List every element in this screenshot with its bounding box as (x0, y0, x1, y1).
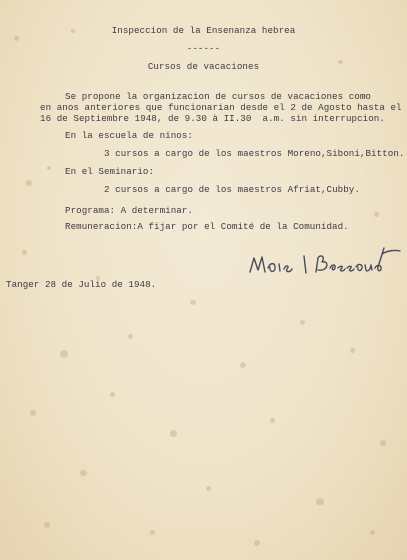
body-para-line-2: en anos anteriores que funcionarian desde el 2 de Agosto hasta el (40, 102, 402, 113)
place-date: Tanger 28 de Julio de 1948. (6, 279, 157, 290)
header-subject: Cursos de vacaciones (147, 61, 260, 72)
body-para-line-1: Se propone la organizacion de cursos de vacaciones como (65, 91, 371, 102)
seminary-detail: 2 cursos a cargo de los maestros Afriat,Cubby. (104, 184, 360, 195)
remuneracion-line: Remuneracion:A fijar por el Comité de la Comunidad. (65, 221, 349, 232)
school-detail: 3 cursos a cargo de los maestros Moreno,Siboni,Bitton. (104, 148, 405, 159)
header-divider: ------ (186, 43, 221, 54)
header-office: Inspeccion de la Ensenanza hebrea (111, 25, 296, 36)
handwritten-signature (246, 242, 402, 280)
body-para-line-3: 16 de Septiembre 1948, de 9.30 à II.30 a.m. sin interrupcion. (40, 113, 385, 124)
seminary-label: En el Seminario: (65, 166, 155, 177)
programa-line: Programa: A determinar. (65, 205, 193, 216)
school-label: En la escuela de ninos: (65, 130, 193, 141)
